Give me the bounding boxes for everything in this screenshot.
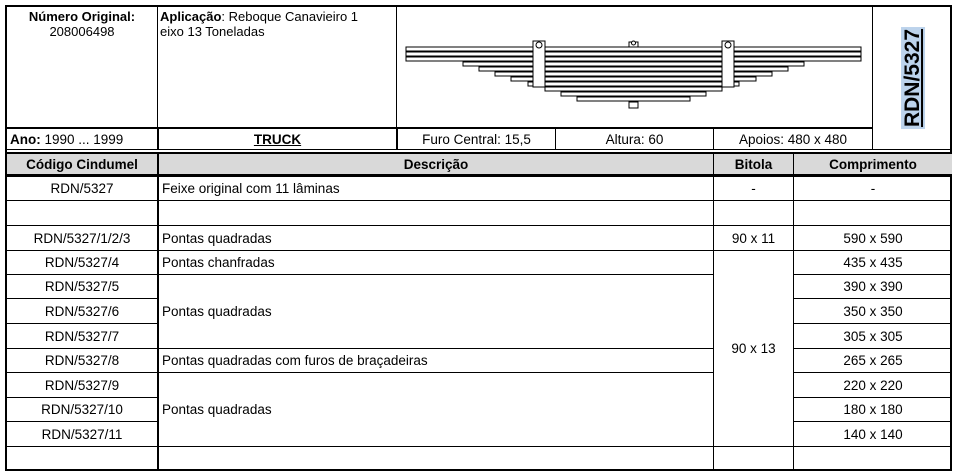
row-2-comprimento: 590 x 590 xyxy=(793,225,952,251)
truck-label: TRUCK xyxy=(253,131,302,147)
aplicacao-line2: eixo 13 Toneladas xyxy=(160,24,265,39)
row-2-bitola: 90 x 11 xyxy=(713,225,794,251)
blank-row-descricao xyxy=(158,446,714,470)
merged-bitola-rows-3-10: 90 x 13 xyxy=(713,250,794,447)
row-7-comprimento: 265 x 265 xyxy=(793,348,952,373)
ano-value: 1990 ... 1999 xyxy=(40,131,124,147)
row-0-codigo: RDN/5327 xyxy=(7,176,158,201)
row-0-comprimento: - xyxy=(793,176,952,201)
merged-descricao-rows-8-10: Pontas quadradas xyxy=(158,372,714,447)
row-1-bitola xyxy=(713,200,794,226)
row-5-codigo: RDN/5327/6 xyxy=(7,298,158,324)
aplicacao-label: Aplicação xyxy=(160,9,222,24)
leaf-spring-drawing-box xyxy=(397,7,872,128)
row-0-bitola: - xyxy=(713,176,794,201)
col-header-bitola: Bitola xyxy=(713,152,794,176)
aplicacao-text: : Reboque Canavieiro 1 xyxy=(221,9,359,24)
row-10-codigo: RDN/5327/11 xyxy=(7,421,158,447)
row-4-codigo: RDN/5327/5 xyxy=(7,274,158,299)
row-8-comprimento: 220 x 220 xyxy=(793,372,952,398)
row-1-comprimento xyxy=(793,200,952,226)
col-header-comprimento: Comprimento xyxy=(793,152,952,176)
blank-row-bitola xyxy=(713,446,794,470)
row-2-descricao: Pontas quadradas xyxy=(158,225,714,251)
row-2-codigo: RDN/5327/1/2/3 xyxy=(7,225,158,251)
altura-cell: Altura: 60 xyxy=(555,128,714,150)
aplicacao-box xyxy=(158,7,397,128)
ano-cell xyxy=(7,128,158,150)
apoios-cell: Apoios: 480 x 480 xyxy=(713,128,873,150)
numero-original-value: 208006498 xyxy=(49,24,115,39)
furo-cell: Furo Central: 15,5 xyxy=(397,128,556,150)
row-0-descricao: Feixe original com 11 lâminas xyxy=(158,176,714,201)
ano-label: Ano: xyxy=(10,131,41,147)
leaf-spring-drawing xyxy=(397,7,872,128)
row-5-comprimento: 350 x 350 xyxy=(793,298,952,324)
row-7-descricao: Pontas quadradas com furos de braçadeiras xyxy=(158,348,714,373)
row-8-codigo: RDN/5327/9 xyxy=(7,372,158,398)
row-7-codigo: RDN/5327/8 xyxy=(7,348,158,373)
blank-row-comprimento xyxy=(793,446,952,470)
row-3-comprimento: 435 x 435 xyxy=(793,250,952,275)
row-1-descricao xyxy=(158,200,714,226)
truck-cell xyxy=(158,128,397,150)
row-10-comprimento: 140 x 140 xyxy=(793,421,952,447)
rotated-code-tag xyxy=(876,8,950,148)
numero-original-label: Número Original: xyxy=(28,9,136,24)
row-4-comprimento: 390 x 390 xyxy=(793,274,952,299)
blank-row-codigo xyxy=(7,446,158,470)
row-9-comprimento: 180 x 180 xyxy=(793,397,952,422)
row-6-codigo: RDN/5327/7 xyxy=(7,323,158,349)
col-header-descricao: Descrição xyxy=(158,152,714,176)
row-3-descricao: Pontas chanfradas xyxy=(158,250,714,275)
numero-original-box xyxy=(7,7,158,128)
row-9-codigo: RDN/5327/10 xyxy=(7,397,158,422)
rotated-code-text: RDN/5327 xyxy=(901,28,924,128)
merged-descricao-rows-4-6: Pontas quadradas xyxy=(158,274,714,349)
col-header-codigo: Código Cindumel xyxy=(7,152,158,176)
row-1-codigo xyxy=(7,200,158,226)
row-6-comprimento: 305 x 305 xyxy=(793,323,952,349)
row-3-codigo: RDN/5327/4 xyxy=(7,250,158,275)
